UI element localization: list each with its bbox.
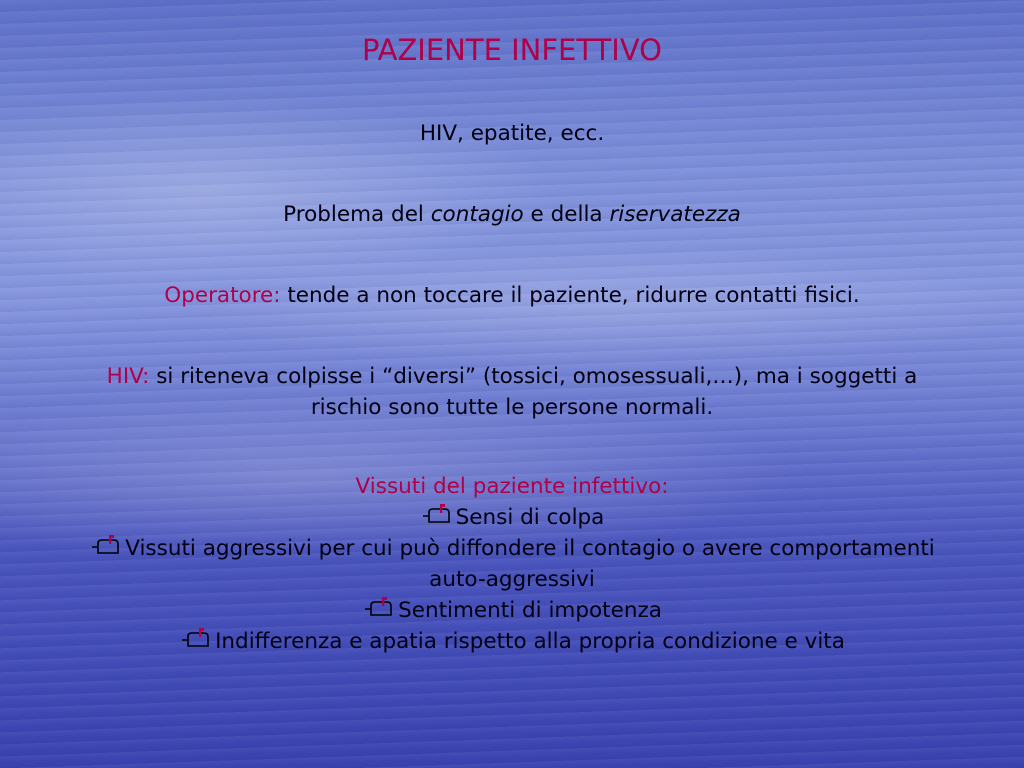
hiv-label: HIV: [106,364,150,389]
subtitle: HIV, epatite, ecc. [419,121,605,146]
mailbox-icon [420,503,452,527]
riservatezza-word: riservatezza [609,202,741,227]
operatore-label: Operatore: [164,283,281,308]
problema-middle: e della [523,202,610,227]
list-item [70,626,954,657]
operatore-text: tende a non toccare il paziente, ridurre contatti fisici. [280,283,860,308]
list-item-text: Indifferenza e apatia rispetto alla propria condizione e vita [215,629,845,654]
operatore-line [70,280,954,311]
mailbox-icon [89,534,121,558]
problema-line [70,199,954,230]
list-item [70,595,954,626]
hiv-text: si riteneva colpisse i “diversi” (tossici, omosessuali,…), ma i soggetti a rischio sono tutte le persone normali. [149,364,918,420]
slide-content [70,118,954,657]
list-item [70,502,954,533]
vissuti-list [70,502,954,657]
slide-title: PAZIENTE INFETTIVO [361,33,663,67]
problema-prefix: Problema del [283,202,431,227]
list-item [70,533,954,595]
list-item-text: Sentimenti di impotenza [398,598,662,623]
vissuti-heading: Vissuti del paziente infettivo: [355,474,669,499]
mailbox-icon [362,596,394,620]
mailbox-icon [179,627,211,651]
hiv-line [70,361,954,423]
list-item-text: Sensi di colpa [455,505,605,530]
list-item-text: Vissuti aggressivi per cui può diffondere il contagio o avere comportamenti auto-aggressivi [125,536,935,592]
contagio-word: contagio [430,202,524,227]
